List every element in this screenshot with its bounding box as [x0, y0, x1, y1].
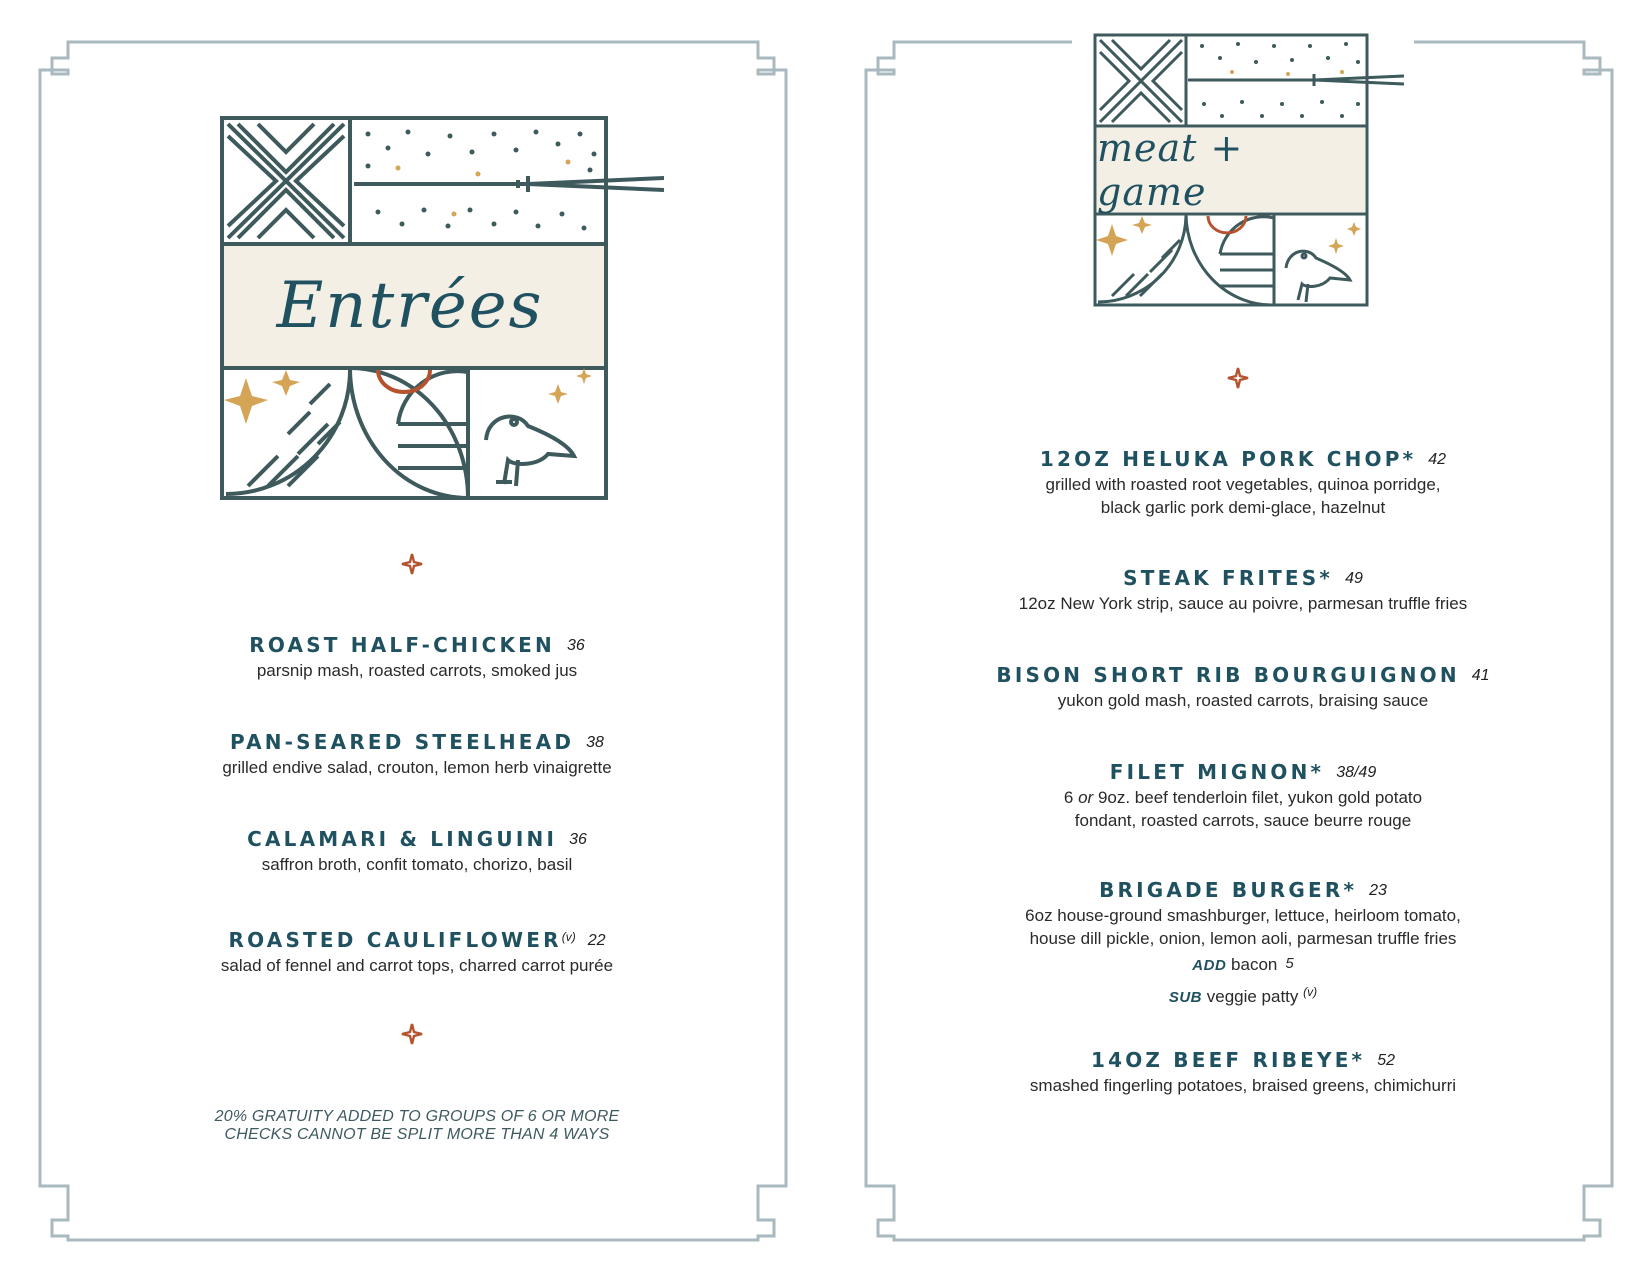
vegetarian-mark: (v)	[1303, 985, 1318, 999]
item-price: 36	[566, 637, 585, 654]
sparkle-divider-icon	[401, 553, 423, 575]
substitution-option	[866, 979, 1620, 1011]
item-name: 12OZ HELUKA PORK CHOP*	[1039, 447, 1417, 471]
item-name: STEAK FRITES*	[1123, 566, 1334, 590]
item-description: fondant, roasted carrots, sauce beurre rouge	[1074, 811, 1412, 830]
item-description: parsnip mash, roasted carrots, smoked jus	[256, 661, 578, 680]
item-description: black garlic pork demi-glace, hazelnut	[1100, 498, 1386, 517]
item-description: grilled endive salad, crouton, lemon herb vinaigrette	[222, 758, 612, 777]
split-checks-note: CHECKS CANNOT BE SPLIT MORE THAN 4 WAYS	[224, 1126, 610, 1143]
item-description: 6oz house-ground smashburger, lettuce, heirloom tomato,	[1025, 906, 1461, 925]
item-name: CALAMARI & LINGUINI	[247, 827, 558, 851]
menu-item	[40, 632, 794, 682]
entrees-heading: Entrées	[276, 269, 544, 343]
menu-item	[40, 826, 794, 876]
meat-game-panel	[866, 0, 1620, 1275]
item-name: BRIGADE BURGER*	[1099, 878, 1358, 902]
menu-item	[866, 446, 1620, 519]
item-name: PAN-SEARED STEELHEAD	[230, 730, 575, 754]
meat-game-heading: meat + game	[1097, 126, 1244, 214]
menu-item	[866, 1047, 1620, 1097]
item-description: salad of fennel and carrot tops, charred carrot purée	[220, 956, 614, 975]
item-name: 14OZ BEEF RIBEYE*	[1090, 1048, 1366, 1072]
item-price: 42	[1428, 451, 1447, 468]
policy-footnote	[40, 1108, 794, 1144]
menu-item	[40, 924, 794, 977]
entrees-panel	[40, 0, 794, 1275]
item-description: 12oz New York strip, sauce au poivre, parmesan truffle fries	[1018, 594, 1468, 613]
item-price: 38	[586, 734, 604, 751]
menu-item	[866, 662, 1620, 712]
item-price: 23	[1369, 882, 1387, 899]
item-price: 22	[587, 932, 606, 949]
item-price: 49	[1345, 570, 1363, 587]
sparkle-divider-icon	[1227, 367, 1249, 389]
item-name: ROASTED CAULIFLOWER	[228, 928, 562, 952]
item-price: 52	[1377, 1052, 1396, 1069]
item-price: 41	[1471, 667, 1490, 684]
add-on-price: 5	[1285, 955, 1294, 972]
menu-item	[40, 729, 794, 779]
item-price: 38/49	[1336, 764, 1377, 781]
menu-item	[866, 759, 1620, 832]
item-name: BISON SHORT RIB BOURGUIGNON	[996, 663, 1460, 687]
menu-item	[866, 877, 1620, 1011]
item-description: saffron broth, confit tomato, chorizo, basil	[261, 855, 573, 874]
portion-or: or	[1078, 788, 1094, 807]
item-name: FILET MIGNON*	[1109, 760, 1325, 784]
sparkle-divider-icon	[401, 1023, 423, 1045]
item-description: yukon gold mash, roasted carrots, braising sauce	[1057, 691, 1429, 710]
item-description: smashed fingerling potatoes, braised greens, chimichurri	[1029, 1076, 1457, 1095]
gratuity-note: 20% GRATUITY ADDED TO GROUPS OF 6 OR MORE	[214, 1108, 620, 1125]
menu-item	[866, 565, 1620, 615]
item-price: 36	[569, 831, 587, 848]
item-description	[866, 786, 1620, 809]
portion-description: 9oz. beef tenderloin filet, yukon gold potato	[1097, 788, 1423, 807]
vegetarian-mark: (v)	[561, 930, 576, 944]
item-description: grilled with roasted root vegetables, quinoa porridge,	[1045, 475, 1441, 494]
substitution-name: veggie patty	[1206, 987, 1299, 1006]
add-label: ADD	[1192, 957, 1227, 974]
portion-small: 6	[1063, 788, 1074, 807]
sub-label: SUB	[1168, 989, 1202, 1006]
item-description: house dill pickle, onion, lemon aoli, parmesan truffle fries	[1029, 929, 1457, 948]
add-on-option	[866, 950, 1620, 979]
add-on-name: bacon	[1231, 955, 1278, 974]
item-name: ROAST HALF-CHICKEN	[249, 633, 555, 657]
